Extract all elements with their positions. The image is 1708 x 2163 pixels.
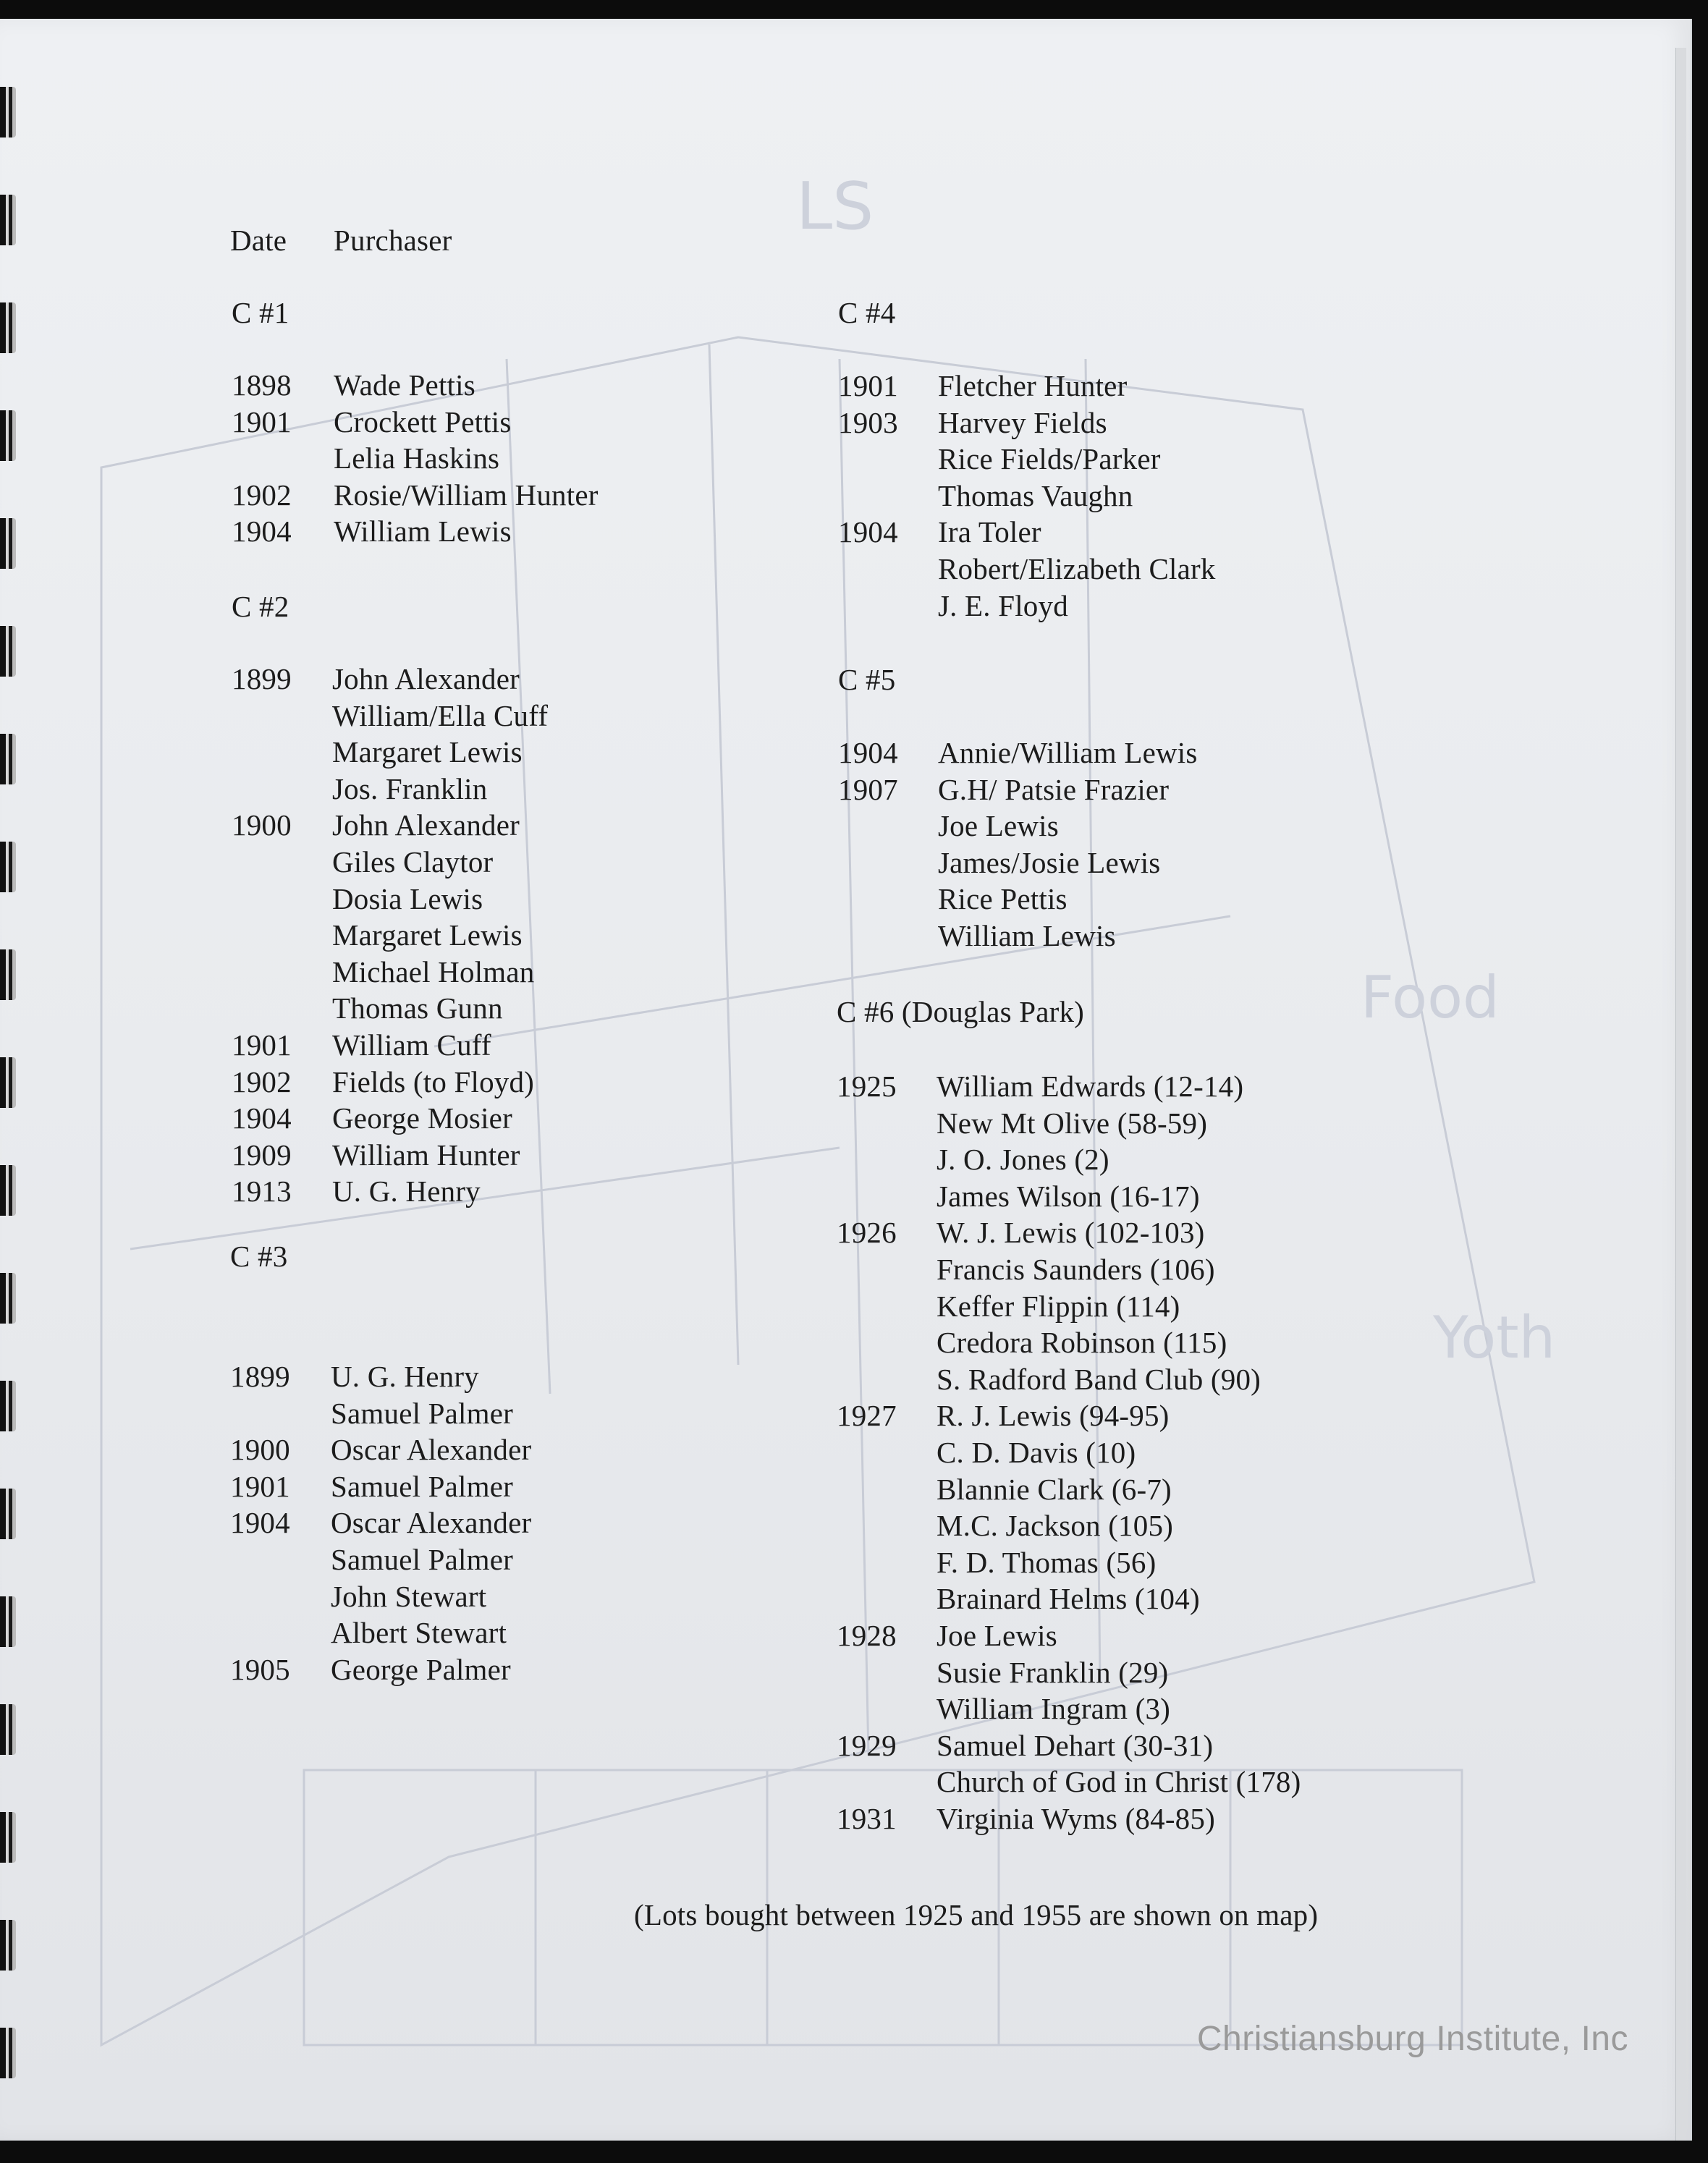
purchaser-name: John Alexander xyxy=(332,808,520,842)
purchaser-name: Rice Fields/Parker xyxy=(938,442,1161,475)
binding-coil xyxy=(0,195,16,245)
binding-coil xyxy=(0,1381,16,1431)
purchaser-name: Lelia Haskins xyxy=(334,441,500,475)
purchaser-name: Giles Claytor xyxy=(332,845,494,879)
purchaser-name: Thomas Vaughn xyxy=(938,479,1133,512)
purchaser-name: Francis Saunders (106) xyxy=(937,1253,1215,1286)
binding-coil xyxy=(0,734,16,784)
purchaser-name: Keffer Flippin (114) xyxy=(937,1290,1180,1323)
purchaser-name: F. D. Thomas (56) xyxy=(937,1546,1157,1579)
purchaser-name: William Lewis xyxy=(938,919,1116,952)
purchase-year: 1909 xyxy=(232,1138,292,1172)
purchase-year: 1904 xyxy=(232,515,292,548)
page-edge xyxy=(1675,48,1686,2141)
svg-text:Yoth: Yoth xyxy=(1433,1304,1556,1371)
purchaser-name: G.H/ Patsie Frazier xyxy=(938,773,1170,806)
binding-coil xyxy=(0,410,16,461)
purchaser-name: Albert Stewart xyxy=(331,1616,507,1649)
binding-coil xyxy=(0,2028,16,2078)
purchase-year: 1926 xyxy=(837,1216,897,1249)
purchaser-name: Credora Robinson (115) xyxy=(937,1326,1227,1359)
purchase-year: 1913 xyxy=(232,1174,292,1208)
binding-coil xyxy=(0,1165,16,1216)
purchaser-name: Jos. Franklin xyxy=(332,772,488,805)
purchase-year: 1901 xyxy=(232,1028,292,1062)
purchaser-name: Fields (to Floyd) xyxy=(332,1065,535,1099)
purchase-year: 1931 xyxy=(837,1802,897,1835)
svg-text:LS: LS xyxy=(796,169,874,245)
purchase-year: 1904 xyxy=(230,1506,290,1539)
document-page xyxy=(0,19,1692,2141)
purchaser-name: Thomas Gunn xyxy=(332,991,503,1025)
purchaser-name: Rice Pettis xyxy=(938,882,1068,915)
binding-coil xyxy=(0,87,16,137)
purchase-year: 1925 xyxy=(837,1070,897,1103)
purchaser-name: William Cuff xyxy=(332,1028,491,1062)
binding-coil xyxy=(0,949,16,1000)
purchase-year: 1929 xyxy=(837,1729,897,1762)
binding-coil xyxy=(0,1812,16,1863)
purchaser-name: Samuel Palmer xyxy=(331,1397,513,1430)
purchaser-name: Virginia Wyms (84-85) xyxy=(937,1802,1215,1835)
binding-coil xyxy=(0,1489,16,1539)
section-heading: C #6 (Douglas Park) xyxy=(837,995,1085,1028)
purchaser-name: Margaret Lewis xyxy=(332,735,523,769)
purchaser-column-header: Purchaser xyxy=(334,224,452,257)
purchaser-name: Rosie/William Hunter xyxy=(334,478,599,512)
binding-coil xyxy=(0,1057,16,1108)
purchase-year: 1927 xyxy=(837,1399,897,1432)
purchaser-name: William/Ella Cuff xyxy=(332,699,549,732)
purchaser-name: J. E. Floyd xyxy=(938,589,1068,622)
purchase-year: 1928 xyxy=(837,1619,897,1652)
purchaser-name: William Lewis xyxy=(334,515,512,548)
purchaser-name: Samuel Dehart (30-31) xyxy=(937,1729,1214,1762)
purchase-year: 1901 xyxy=(232,405,292,439)
purchaser-name: John Alexander xyxy=(332,662,520,695)
purchaser-name: Wade Pettis xyxy=(334,368,475,402)
purchaser-name: William Edwards (12-14) xyxy=(937,1070,1244,1103)
purchaser-name: William Hunter xyxy=(332,1138,520,1172)
binding-coil xyxy=(0,842,16,892)
purchase-year: 1904 xyxy=(838,736,898,769)
purchaser-name: George Palmer xyxy=(331,1653,511,1686)
purchase-year: 1901 xyxy=(230,1470,290,1503)
purchaser-name: Annie/William Lewis xyxy=(938,736,1198,769)
purchaser-name: R. J. Lewis (94-95) xyxy=(937,1399,1170,1432)
watermark: Christiansburg Institute, Inc xyxy=(1196,2020,1628,2058)
binding-coil xyxy=(0,1920,16,1971)
purchaser-name: Oscar Alexander xyxy=(331,1506,532,1539)
binding-coil xyxy=(0,1704,16,1755)
purchaser-name: New Mt Olive (58-59) xyxy=(937,1106,1208,1140)
purchaser-name: Robert/Elizabeth Clark xyxy=(938,552,1216,585)
purchaser-name: George Mosier xyxy=(332,1101,512,1135)
purchaser-name: Samuel Palmer xyxy=(331,1543,513,1576)
purchase-year: 1899 xyxy=(232,662,292,695)
section-heading: C #5 xyxy=(838,663,896,696)
binding-coil xyxy=(0,626,16,677)
purchaser-name: Joe Lewis xyxy=(937,1619,1057,1652)
purchaser-name: Brainard Helms (104) xyxy=(937,1582,1200,1615)
purchaser-name: Margaret Lewis xyxy=(332,918,523,952)
purchase-year: 1902 xyxy=(232,478,292,512)
binding-coil xyxy=(0,302,16,353)
purchaser-name: Oscar Alexander xyxy=(331,1433,532,1466)
purchaser-name: Blannie Clark (6-7) xyxy=(937,1473,1172,1506)
date-column-header: Date xyxy=(230,224,287,257)
purchaser-name: Samuel Palmer xyxy=(331,1470,513,1503)
section-heading: C #4 xyxy=(838,296,896,329)
purchase-year: 1907 xyxy=(838,773,898,806)
purchaser-name: S. Radford Band Club (90) xyxy=(937,1363,1261,1396)
purchaser-name: M.C. Jackson (105) xyxy=(937,1509,1174,1542)
purchaser-name: U. G. Henry xyxy=(331,1360,479,1393)
purchaser-name: Susie Franklin (29) xyxy=(937,1656,1169,1689)
purchaser-name: James/Josie Lewis xyxy=(938,846,1161,879)
purchaser-name: C. D. Davis (10) xyxy=(937,1436,1136,1469)
purchaser-name: U. G. Henry xyxy=(332,1174,481,1208)
purchase-year: 1899 xyxy=(230,1360,290,1393)
binding-coil xyxy=(0,1273,16,1324)
purchaser-name: Joe Lewis xyxy=(938,809,1059,842)
purchase-year: 1900 xyxy=(230,1433,290,1466)
purchase-year: 1902 xyxy=(232,1065,292,1099)
purchaser-name: Crockett Pettis xyxy=(334,405,512,439)
binding-coil xyxy=(0,1596,16,1647)
binding-coil xyxy=(0,518,16,569)
purchase-year: 1904 xyxy=(838,515,898,549)
purchase-year: 1903 xyxy=(838,406,898,439)
purchaser-name: W. J. Lewis (102-103) xyxy=(937,1216,1205,1249)
section-heading: C #1 xyxy=(232,296,289,329)
purchase-year: 1901 xyxy=(838,369,898,402)
purchaser-name: Harvey Fields xyxy=(938,406,1107,439)
section-heading: C #3 xyxy=(230,1240,288,1273)
purchaser-name: Dosia Lewis xyxy=(332,882,483,915)
purchaser-name: John Stewart xyxy=(331,1580,487,1613)
purchase-year: 1900 xyxy=(232,808,292,842)
purchaser-name: J. O. Jones (2) xyxy=(937,1143,1109,1176)
purchaser-name: Michael Holman xyxy=(332,955,535,989)
svg-text:Food: Food xyxy=(1361,964,1500,1031)
footnote: (Lots bought between 1925 and 1955 are shown on map) xyxy=(634,1898,1319,1931)
purchase-year: 1898 xyxy=(232,368,292,402)
purchaser-name: James Wilson (16-17) xyxy=(937,1180,1200,1213)
purchaser-name: Ira Toler xyxy=(938,515,1041,549)
purchase-year: 1904 xyxy=(232,1101,292,1135)
purchaser-name: William Ingram (3) xyxy=(937,1692,1171,1725)
purchaser-name: Fletcher Hunter xyxy=(938,369,1128,402)
purchase-year: 1905 xyxy=(230,1653,290,1686)
section-heading: C #2 xyxy=(232,590,289,623)
purchaser-name: Church of God in Christ (178) xyxy=(937,1765,1301,1798)
